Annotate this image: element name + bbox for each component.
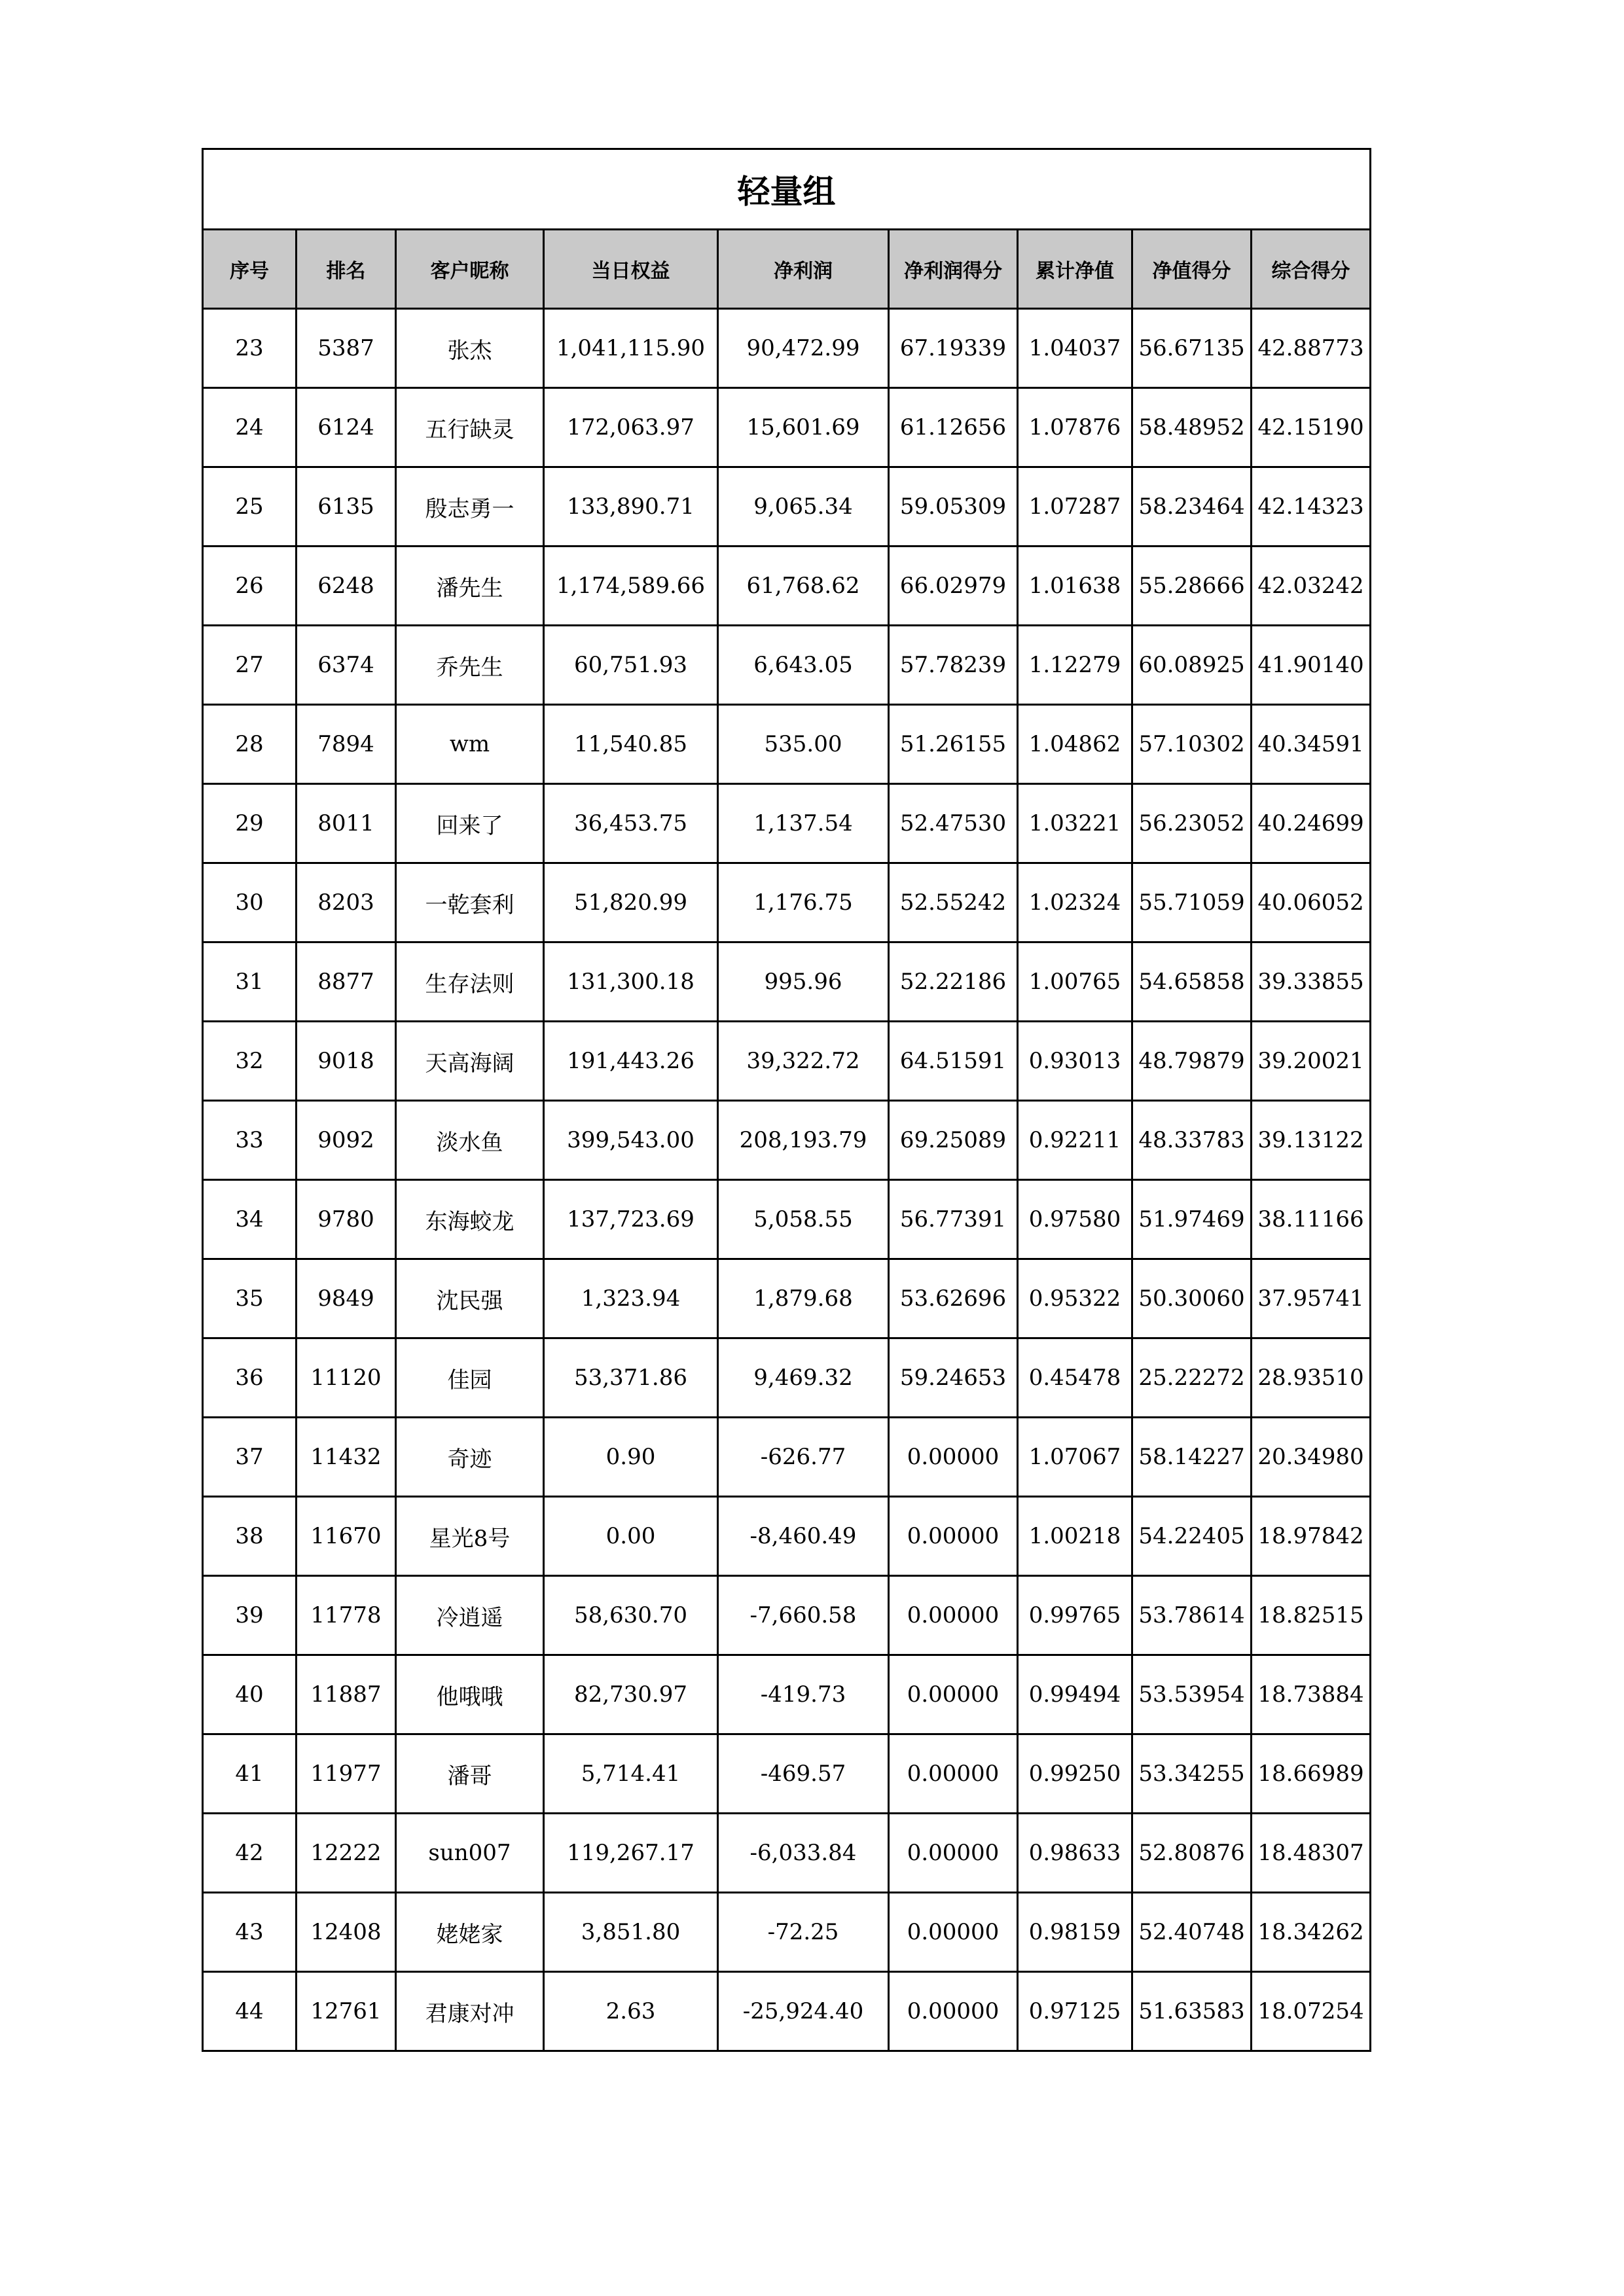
net-profit-cell: 6,643.05 [718, 626, 889, 705]
rank-cell: 12222 [297, 1814, 396, 1893]
equity-cell: 1,323.94 [544, 1259, 718, 1338]
nickname-cell: 五行缺灵 [396, 388, 544, 467]
nickname-cell: 冷逍遥 [396, 1576, 544, 1655]
value-score-cell: 52.80876 [1132, 1814, 1252, 1893]
value-score-cell: 60.08925 [1132, 626, 1252, 705]
table-row [203, 1259, 1371, 1338]
net-value-cell: 0.92211 [1018, 1101, 1132, 1180]
index-cell: 23 [203, 309, 297, 388]
profit-score-cell: 53.62696 [889, 1259, 1018, 1338]
profit-score-cell: 0.00000 [889, 1576, 1018, 1655]
total-score-cell: 18.73884 [1252, 1655, 1371, 1734]
net-value-cell: 0.99494 [1018, 1655, 1132, 1734]
net-profit-cell: 9,065.34 [718, 467, 889, 547]
net-profit-cell: -25,924.40 [718, 1972, 889, 2051]
rank-cell: 9849 [297, 1259, 396, 1338]
nickname-cell: 殷志勇一 [396, 467, 544, 547]
table-row [203, 705, 1371, 784]
table-row [203, 1022, 1371, 1101]
index-cell: 29 [203, 784, 297, 863]
equity-cell: 36,453.75 [544, 784, 718, 863]
rank-cell: 11778 [297, 1576, 396, 1655]
net-value-cell: 0.97125 [1018, 1972, 1132, 2051]
column-header-rank: 排名 [297, 230, 396, 309]
net-value-cell: 1.00765 [1018, 942, 1132, 1022]
net-value-cell: 0.98159 [1018, 1893, 1132, 1972]
equity-cell: 133,890.71 [544, 467, 718, 547]
total-score-cell: 20.34980 [1252, 1418, 1371, 1497]
table-row [203, 309, 1371, 388]
nickname-cell: 姥姥家 [396, 1893, 544, 1972]
rank-cell: 9092 [297, 1101, 396, 1180]
index-cell: 44 [203, 1972, 297, 2051]
equity-cell: 0.00 [544, 1497, 718, 1576]
nickname-cell: sun007 [396, 1814, 544, 1893]
profit-score-cell: 52.22186 [889, 942, 1018, 1022]
total-score-cell: 39.33855 [1252, 942, 1371, 1022]
column-header-value-score: 净值得分 [1132, 230, 1252, 309]
rank-cell: 6248 [297, 547, 396, 626]
index-cell: 30 [203, 863, 297, 942]
index-cell: 28 [203, 705, 297, 784]
total-score-cell: 39.13122 [1252, 1101, 1371, 1180]
total-score-cell: 18.07254 [1252, 1972, 1371, 2051]
equity-cell: 131,300.18 [544, 942, 718, 1022]
equity-cell: 191,443.26 [544, 1022, 718, 1101]
net-value-cell: 1.07287 [1018, 467, 1132, 547]
net-profit-cell: 535.00 [718, 705, 889, 784]
total-score-cell: 42.88773 [1252, 309, 1371, 388]
rank-cell: 6374 [297, 626, 396, 705]
profit-score-cell: 59.05309 [889, 467, 1018, 547]
nickname-cell: 潘哥 [396, 1734, 544, 1814]
net-profit-cell: 1,137.54 [718, 784, 889, 863]
total-score-cell: 40.34591 [1252, 705, 1371, 784]
nickname-cell: 回来了 [396, 784, 544, 863]
value-score-cell: 53.78614 [1132, 1576, 1252, 1655]
total-score-cell: 42.15190 [1252, 388, 1371, 467]
table-row [203, 863, 1371, 942]
net-value-cell: 0.95322 [1018, 1259, 1132, 1338]
index-cell: 34 [203, 1180, 297, 1259]
rank-cell: 8877 [297, 942, 396, 1022]
profit-score-cell: 0.00000 [889, 1972, 1018, 2051]
column-header-net-value: 累计净值 [1018, 230, 1132, 309]
net-profit-cell: 1,176.75 [718, 863, 889, 942]
index-cell: 40 [203, 1655, 297, 1734]
net-value-cell: 0.99765 [1018, 1576, 1132, 1655]
rank-cell: 9780 [297, 1180, 396, 1259]
profit-score-cell: 61.12656 [889, 388, 1018, 467]
profit-score-cell: 0.00000 [889, 1418, 1018, 1497]
net-profit-cell: 1,879.68 [718, 1259, 889, 1338]
total-score-cell: 18.97842 [1252, 1497, 1371, 1576]
net-value-cell: 1.07067 [1018, 1418, 1132, 1497]
value-score-cell: 56.23052 [1132, 784, 1252, 863]
rank-cell: 11670 [297, 1497, 396, 1576]
profit-score-cell: 56.77391 [889, 1180, 1018, 1259]
total-score-cell: 41.90140 [1252, 626, 1371, 705]
equity-cell: 0.90 [544, 1418, 718, 1497]
net-value-cell: 0.99250 [1018, 1734, 1132, 1814]
equity-cell: 82,730.97 [544, 1655, 718, 1734]
profit-score-cell: 0.00000 [889, 1655, 1018, 1734]
rank-cell: 11887 [297, 1655, 396, 1734]
table-row [203, 388, 1371, 467]
table-row [203, 1972, 1371, 2051]
rank-cell: 9018 [297, 1022, 396, 1101]
index-cell: 26 [203, 547, 297, 626]
profit-score-cell: 0.00000 [889, 1497, 1018, 1576]
profit-score-cell: 64.51591 [889, 1022, 1018, 1101]
nickname-cell: 一乾套利 [396, 863, 544, 942]
table-row [203, 1893, 1371, 1972]
value-score-cell: 55.28666 [1132, 547, 1252, 626]
nickname-cell: 奇迹 [396, 1418, 544, 1497]
table-body [203, 309, 1371, 2051]
nickname-cell: 淡水鱼 [396, 1101, 544, 1180]
nickname-cell: 他哦哦 [396, 1655, 544, 1734]
nickname-cell: 天高海阔 [396, 1022, 544, 1101]
equity-cell: 2.63 [544, 1972, 718, 2051]
value-score-cell: 54.65858 [1132, 942, 1252, 1022]
profit-score-cell: 0.00000 [889, 1734, 1018, 1814]
net-value-cell: 0.98633 [1018, 1814, 1132, 1893]
column-header-net-profit: 净利润 [718, 230, 889, 309]
index-cell: 39 [203, 1576, 297, 1655]
profit-score-cell: 66.02979 [889, 547, 1018, 626]
rank-cell: 12408 [297, 1893, 396, 1972]
net-profit-cell: 39,322.72 [718, 1022, 889, 1101]
table-row [203, 1338, 1371, 1418]
net-value-cell: 0.97580 [1018, 1180, 1132, 1259]
equity-cell: 137,723.69 [544, 1180, 718, 1259]
table-row [203, 1180, 1371, 1259]
rank-cell: 5387 [297, 309, 396, 388]
index-cell: 27 [203, 626, 297, 705]
table-row [203, 784, 1371, 863]
value-score-cell: 54.22405 [1132, 1497, 1252, 1576]
rank-cell: 7894 [297, 705, 396, 784]
nickname-cell: 沈民强 [396, 1259, 544, 1338]
net-profit-cell: -8,460.49 [718, 1497, 889, 1576]
table-row [203, 1814, 1371, 1893]
profit-score-cell: 52.55242 [889, 863, 1018, 942]
index-cell: 41 [203, 1734, 297, 1814]
total-score-cell: 37.95741 [1252, 1259, 1371, 1338]
value-score-cell: 52.40748 [1132, 1893, 1252, 1972]
net-value-cell: 1.07876 [1018, 388, 1132, 467]
net-profit-cell: 5,058.55 [718, 1180, 889, 1259]
profit-score-cell: 51.26155 [889, 705, 1018, 784]
value-score-cell: 51.97469 [1132, 1180, 1252, 1259]
nickname-cell: 星光8号 [396, 1497, 544, 1576]
index-cell: 31 [203, 942, 297, 1022]
equity-cell: 172,063.97 [544, 388, 718, 467]
net-profit-cell: -469.57 [718, 1734, 889, 1814]
nickname-cell: 乔先生 [396, 626, 544, 705]
net-profit-cell: 15,601.69 [718, 388, 889, 467]
equity-cell: 1,041,115.90 [544, 309, 718, 388]
rank-cell: 6135 [297, 467, 396, 547]
profit-score-cell: 69.25089 [889, 1101, 1018, 1180]
net-profit-cell: 90,472.99 [718, 309, 889, 388]
index-cell: 36 [203, 1338, 297, 1418]
nickname-cell: 张杰 [396, 309, 544, 388]
profit-score-cell: 67.19339 [889, 309, 1018, 388]
table-row [203, 1101, 1371, 1180]
nickname-cell: 东海蛟龙 [396, 1180, 544, 1259]
rank-cell: 11432 [297, 1418, 396, 1497]
net-profit-cell: -6,033.84 [718, 1814, 889, 1893]
value-score-cell: 57.10302 [1132, 705, 1252, 784]
table-row [203, 942, 1371, 1022]
table-row [203, 1655, 1371, 1734]
index-cell: 37 [203, 1418, 297, 1497]
value-score-cell: 53.34255 [1132, 1734, 1252, 1814]
value-score-cell: 55.71059 [1132, 863, 1252, 942]
net-profit-cell: -7,660.58 [718, 1576, 889, 1655]
table-row [203, 467, 1371, 547]
net-profit-cell: -72.25 [718, 1893, 889, 1972]
total-score-cell: 18.48307 [1252, 1814, 1371, 1893]
table-row [203, 1418, 1371, 1497]
profit-score-cell: 0.00000 [889, 1893, 1018, 1972]
table-title: 轻量组 [203, 149, 1371, 230]
index-cell: 33 [203, 1101, 297, 1180]
nickname-cell: 佳园 [396, 1338, 544, 1418]
equity-cell: 399,543.00 [544, 1101, 718, 1180]
net-value-cell: 1.02324 [1018, 863, 1132, 942]
ranking-table [202, 148, 1371, 2052]
equity-cell: 5,714.41 [544, 1734, 718, 1814]
total-score-cell: 28.93510 [1252, 1338, 1371, 1418]
equity-cell: 1,174,589.66 [544, 547, 718, 626]
total-score-cell: 18.82515 [1252, 1576, 1371, 1655]
net-profit-cell: 61,768.62 [718, 547, 889, 626]
equity-cell: 11,540.85 [544, 705, 718, 784]
nickname-cell: 生存法则 [396, 942, 544, 1022]
net-value-cell: 1.12279 [1018, 626, 1132, 705]
table-row [203, 547, 1371, 626]
value-score-cell: 56.67135 [1132, 309, 1252, 388]
total-score-cell: 18.34262 [1252, 1893, 1371, 1972]
value-score-cell: 25.22272 [1132, 1338, 1252, 1418]
total-score-cell: 40.24699 [1252, 784, 1371, 863]
index-cell: 24 [203, 388, 297, 467]
column-header-index: 序号 [203, 230, 297, 309]
rank-cell: 12761 [297, 1972, 396, 2051]
value-score-cell: 48.79879 [1132, 1022, 1252, 1101]
net-profit-cell: 9,469.32 [718, 1338, 889, 1418]
table-row [203, 626, 1371, 705]
nickname-cell: wm [396, 705, 544, 784]
total-score-cell: 42.14323 [1252, 467, 1371, 547]
net-value-cell: 0.93013 [1018, 1022, 1132, 1101]
rank-cell: 11977 [297, 1734, 396, 1814]
net-value-cell: 0.45478 [1018, 1338, 1132, 1418]
total-score-cell: 40.06052 [1252, 863, 1371, 942]
column-header-equity: 当日权益 [544, 230, 718, 309]
net-profit-cell: 208,193.79 [718, 1101, 889, 1180]
value-score-cell: 48.33783 [1132, 1101, 1252, 1180]
column-header-total-score: 综合得分 [1252, 230, 1371, 309]
equity-cell: 60,751.93 [544, 626, 718, 705]
value-score-cell: 50.30060 [1132, 1259, 1252, 1338]
column-header-nickname: 客户昵称 [396, 230, 544, 309]
profit-score-cell: 0.00000 [889, 1814, 1018, 1893]
column-header-profit-score: 净利润得分 [889, 230, 1018, 309]
net-value-cell: 1.04862 [1018, 705, 1132, 784]
profit-score-cell: 59.24653 [889, 1338, 1018, 1418]
table-row [203, 1734, 1371, 1814]
rank-cell: 8203 [297, 863, 396, 942]
table-row [203, 1576, 1371, 1655]
total-score-cell: 39.20021 [1252, 1022, 1371, 1101]
value-score-cell: 58.14227 [1132, 1418, 1252, 1497]
profit-score-cell: 57.78239 [889, 626, 1018, 705]
header-row [203, 230, 1371, 309]
rank-cell: 8011 [297, 784, 396, 863]
index-cell: 38 [203, 1497, 297, 1576]
index-cell: 35 [203, 1259, 297, 1338]
equity-cell: 51,820.99 [544, 863, 718, 942]
net-value-cell: 1.03221 [1018, 784, 1132, 863]
equity-cell: 3,851.80 [544, 1893, 718, 1972]
total-score-cell: 38.11166 [1252, 1180, 1371, 1259]
nickname-cell: 潘先生 [396, 547, 544, 626]
index-cell: 42 [203, 1814, 297, 1893]
index-cell: 32 [203, 1022, 297, 1101]
equity-cell: 58,630.70 [544, 1576, 718, 1655]
net-profit-cell: -626.77 [718, 1418, 889, 1497]
index-cell: 25 [203, 467, 297, 547]
total-score-cell: 42.03242 [1252, 547, 1371, 626]
equity-cell: 53,371.86 [544, 1338, 718, 1418]
total-score-cell: 18.66989 [1252, 1734, 1371, 1814]
nickname-cell: 君康对冲 [396, 1972, 544, 2051]
value-score-cell: 58.23464 [1132, 467, 1252, 547]
net-profit-cell: -419.73 [718, 1655, 889, 1734]
equity-cell: 119,267.17 [544, 1814, 718, 1893]
table-row [203, 1497, 1371, 1576]
rank-cell: 6124 [297, 388, 396, 467]
value-score-cell: 51.63583 [1132, 1972, 1252, 2051]
rank-cell: 11120 [297, 1338, 396, 1418]
net-profit-cell: 995.96 [718, 942, 889, 1022]
profit-score-cell: 52.47530 [889, 784, 1018, 863]
index-cell: 43 [203, 1893, 297, 1972]
net-value-cell: 1.00218 [1018, 1497, 1132, 1576]
net-value-cell: 1.01638 [1018, 547, 1132, 626]
value-score-cell: 53.53954 [1132, 1655, 1252, 1734]
net-value-cell: 1.04037 [1018, 309, 1132, 388]
value-score-cell: 58.48952 [1132, 388, 1252, 467]
